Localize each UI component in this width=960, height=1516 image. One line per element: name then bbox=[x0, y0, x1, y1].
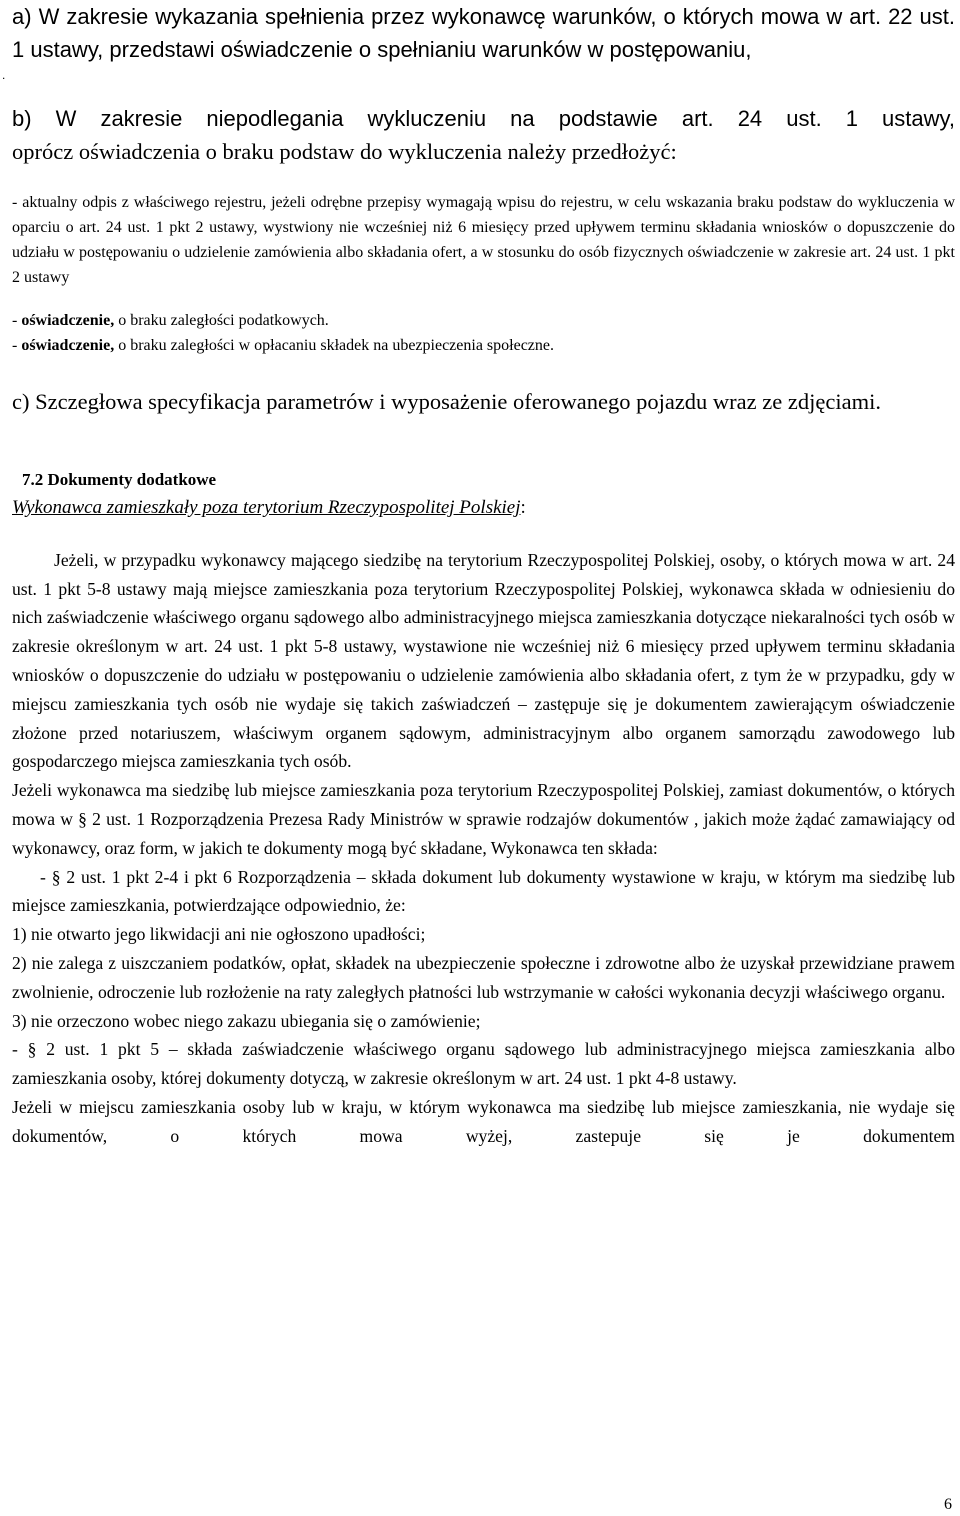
para-no-documents: Jeżeli w miejscu zamieszkania osoby lub w kraju, w którym wykonawca ma siedzibę lub miejsce zamieszkania, nie wydaje się dokumentów, o których mowa wyżej, zastepuje się je dokumentem bbox=[12, 1096, 955, 1146]
list-item-1: 1) nie otwarto jego likwidacji ani nie ogłoszono upadłości; bbox=[12, 924, 426, 945]
social-statement-bold: oświadczenie, bbox=[21, 337, 115, 354]
para-court-certificate: - § 2 ust. 1 pkt 5 – składa zaświadczenie właściwego organu sądowego lub administracyjnego miejsca zamieszkania albo zamieszkania osoby, której dokumenty dotyczą, w zakresie określonym w art. 24 ust. 1 pkt 4-8 ustawy. bbox=[12, 1039, 955, 1089]
tax-statement-prefix: - bbox=[12, 312, 22, 329]
section-7-2-subtitle-colon: : bbox=[520, 496, 526, 518]
list-item-2: 2) nie zalega z uiszczaniem podatków, opłat, składek na ubezpieczenie społeczne i zdrowotne albo że uzyskał przewidziane prawem zwolnienie, odroczenie lub rozłożenie na raty zaległych płatności lub wstrzymanie w całości wykonania decyzji właściwego organu. bbox=[12, 952, 955, 1002]
section-7-2-title-text: 7.2 Dokumenty dodatkowe bbox=[22, 470, 217, 489]
section-a-paragraph: a) W zakresie wykazania spełnienia przez wykonawcę warunków, o których mowa w art. 22 ust. 1 ustawy, przedstawi oświadczenie o spełnianiu warunków w postępowaniu, bbox=[12, 4, 955, 62]
social-statement-rest: o braku zaległości w opłacaniu składek na ubezpieczenia społeczne. bbox=[114, 337, 555, 354]
section-c-paragraph: c) Szczegłowa specyfikacja parametrów i wyposażenie oferowanego pojazdu wraz ze zdjęciami. bbox=[12, 389, 881, 414]
section-7-2-subtitle bbox=[12, 495, 955, 521]
tax-statement-item bbox=[12, 308, 955, 333]
section-b-heading-line1: b) W zakresie niepodlegania wykluczeniu na podstawie art. 24 ust. 1 ustawy, bbox=[12, 106, 955, 131]
stray-dot: . bbox=[2, 68, 6, 82]
tax-statement-bold: oświadczenie, bbox=[21, 312, 115, 329]
section-b-heading-line2: oprócz oświadczenia o braku podstaw do wykluczenia należy przedłożyć: bbox=[12, 139, 677, 164]
page-number: 6 bbox=[944, 1496, 952, 1513]
tax-statement-rest: o braku zaległości podatkowych. bbox=[114, 312, 329, 329]
para-residence-persons: Jeżeli, w przypadku wykonawcy mającego siedzibę na terytorium Rzeczypospolitej Polskiej, osoby, o których mowa w art. 24 ust. 1 pkt 5-8 ustawy mają miejsce zamieszkania poza terytorium Rzeczypospolitej Polskiej, wykonawca składa w odniesieniu do nich zaświadczenie właściwego organu sądowego albo administracyjnego miejsca zamieszkania dotyczące niekaralności tych osób w zakresie określonym w art. 24 ust. 1 pkt 5-8 ustawy, wystawione nie wcześniej niż 6 miesięcy przed upływem terminu składania wniosków o dopuszczenie do udziału w postępowaniu o udzielenie zamówienia albo składania ofert, z tym że w przypadku, gdy w miejscu zamieszkania tych osób nie wydaje się takich zaświadczeń – zastępuje się je dokumentem zawierającym oświadczenie złożone przed notariuszem, właściwym organem sądowym, administracyjnym albo organem samorządu zawodowego lub gospodarczego miejsca zamieszkania tych osób. bbox=[12, 549, 955, 772]
section-7-2-title bbox=[12, 466, 955, 495]
list-item-3: 3) nie orzeczono wobec niego zakazu ubiegania się o zamówienie; bbox=[12, 1010, 481, 1031]
para-foreign-contractor: Jeżeli wykonawca ma siedzibę lub miejsce zamieszkania poza terytorium Rzeczypospolitej Polskiej, zamiast dokumentów, o których mowa w § 2 ust. 1 Rozporządzenia Prezesa Rady Ministrów w sprawie rodzajów dokumentów , jakich może żądać zamawiający od wykonawcy, oraz form, w jakich te dokumenty mogą być składane, Wykonawca ten składa: bbox=[12, 780, 955, 858]
para-regulation-docs: - § 2 ust. 1 pkt 2-4 i pkt 6 Rozporządzenia – składa dokument lub dokumenty wystawione w kraju, w którym ma siedzibę lub miejsce zamieszkania, potwierdzające odpowiednio, że: bbox=[12, 866, 955, 916]
social-statement-item bbox=[12, 333, 955, 358]
registry-extract-item: - aktualny odpis z właściwego rejestru, jeżeli odrębne przepisy wymagają wpisu do rejestru, w celu wskazania braku podstaw do wykluczenia w oparciu o art. 24 ust. 1 pkt 2 ustawy, wystwiony nie wcześniej niż 6 miesięcy przed upływem terminu składania wniosków o dopuszczenie do udziału w postępowaniu o udzielenie zamówienia albo składania ofert, a w stosunku do osób fizycznych oświadczenie w zakresie art. 24 ust. 1 pkt 2 ustawy bbox=[12, 194, 955, 286]
document-page bbox=[2, 0, 955, 1151]
section-7-2-subtitle-text: Wykonawca zamieszkały poza terytorium Rzeczypospolitej Polskiej bbox=[12, 496, 521, 518]
social-statement-prefix: - bbox=[12, 337, 22, 354]
